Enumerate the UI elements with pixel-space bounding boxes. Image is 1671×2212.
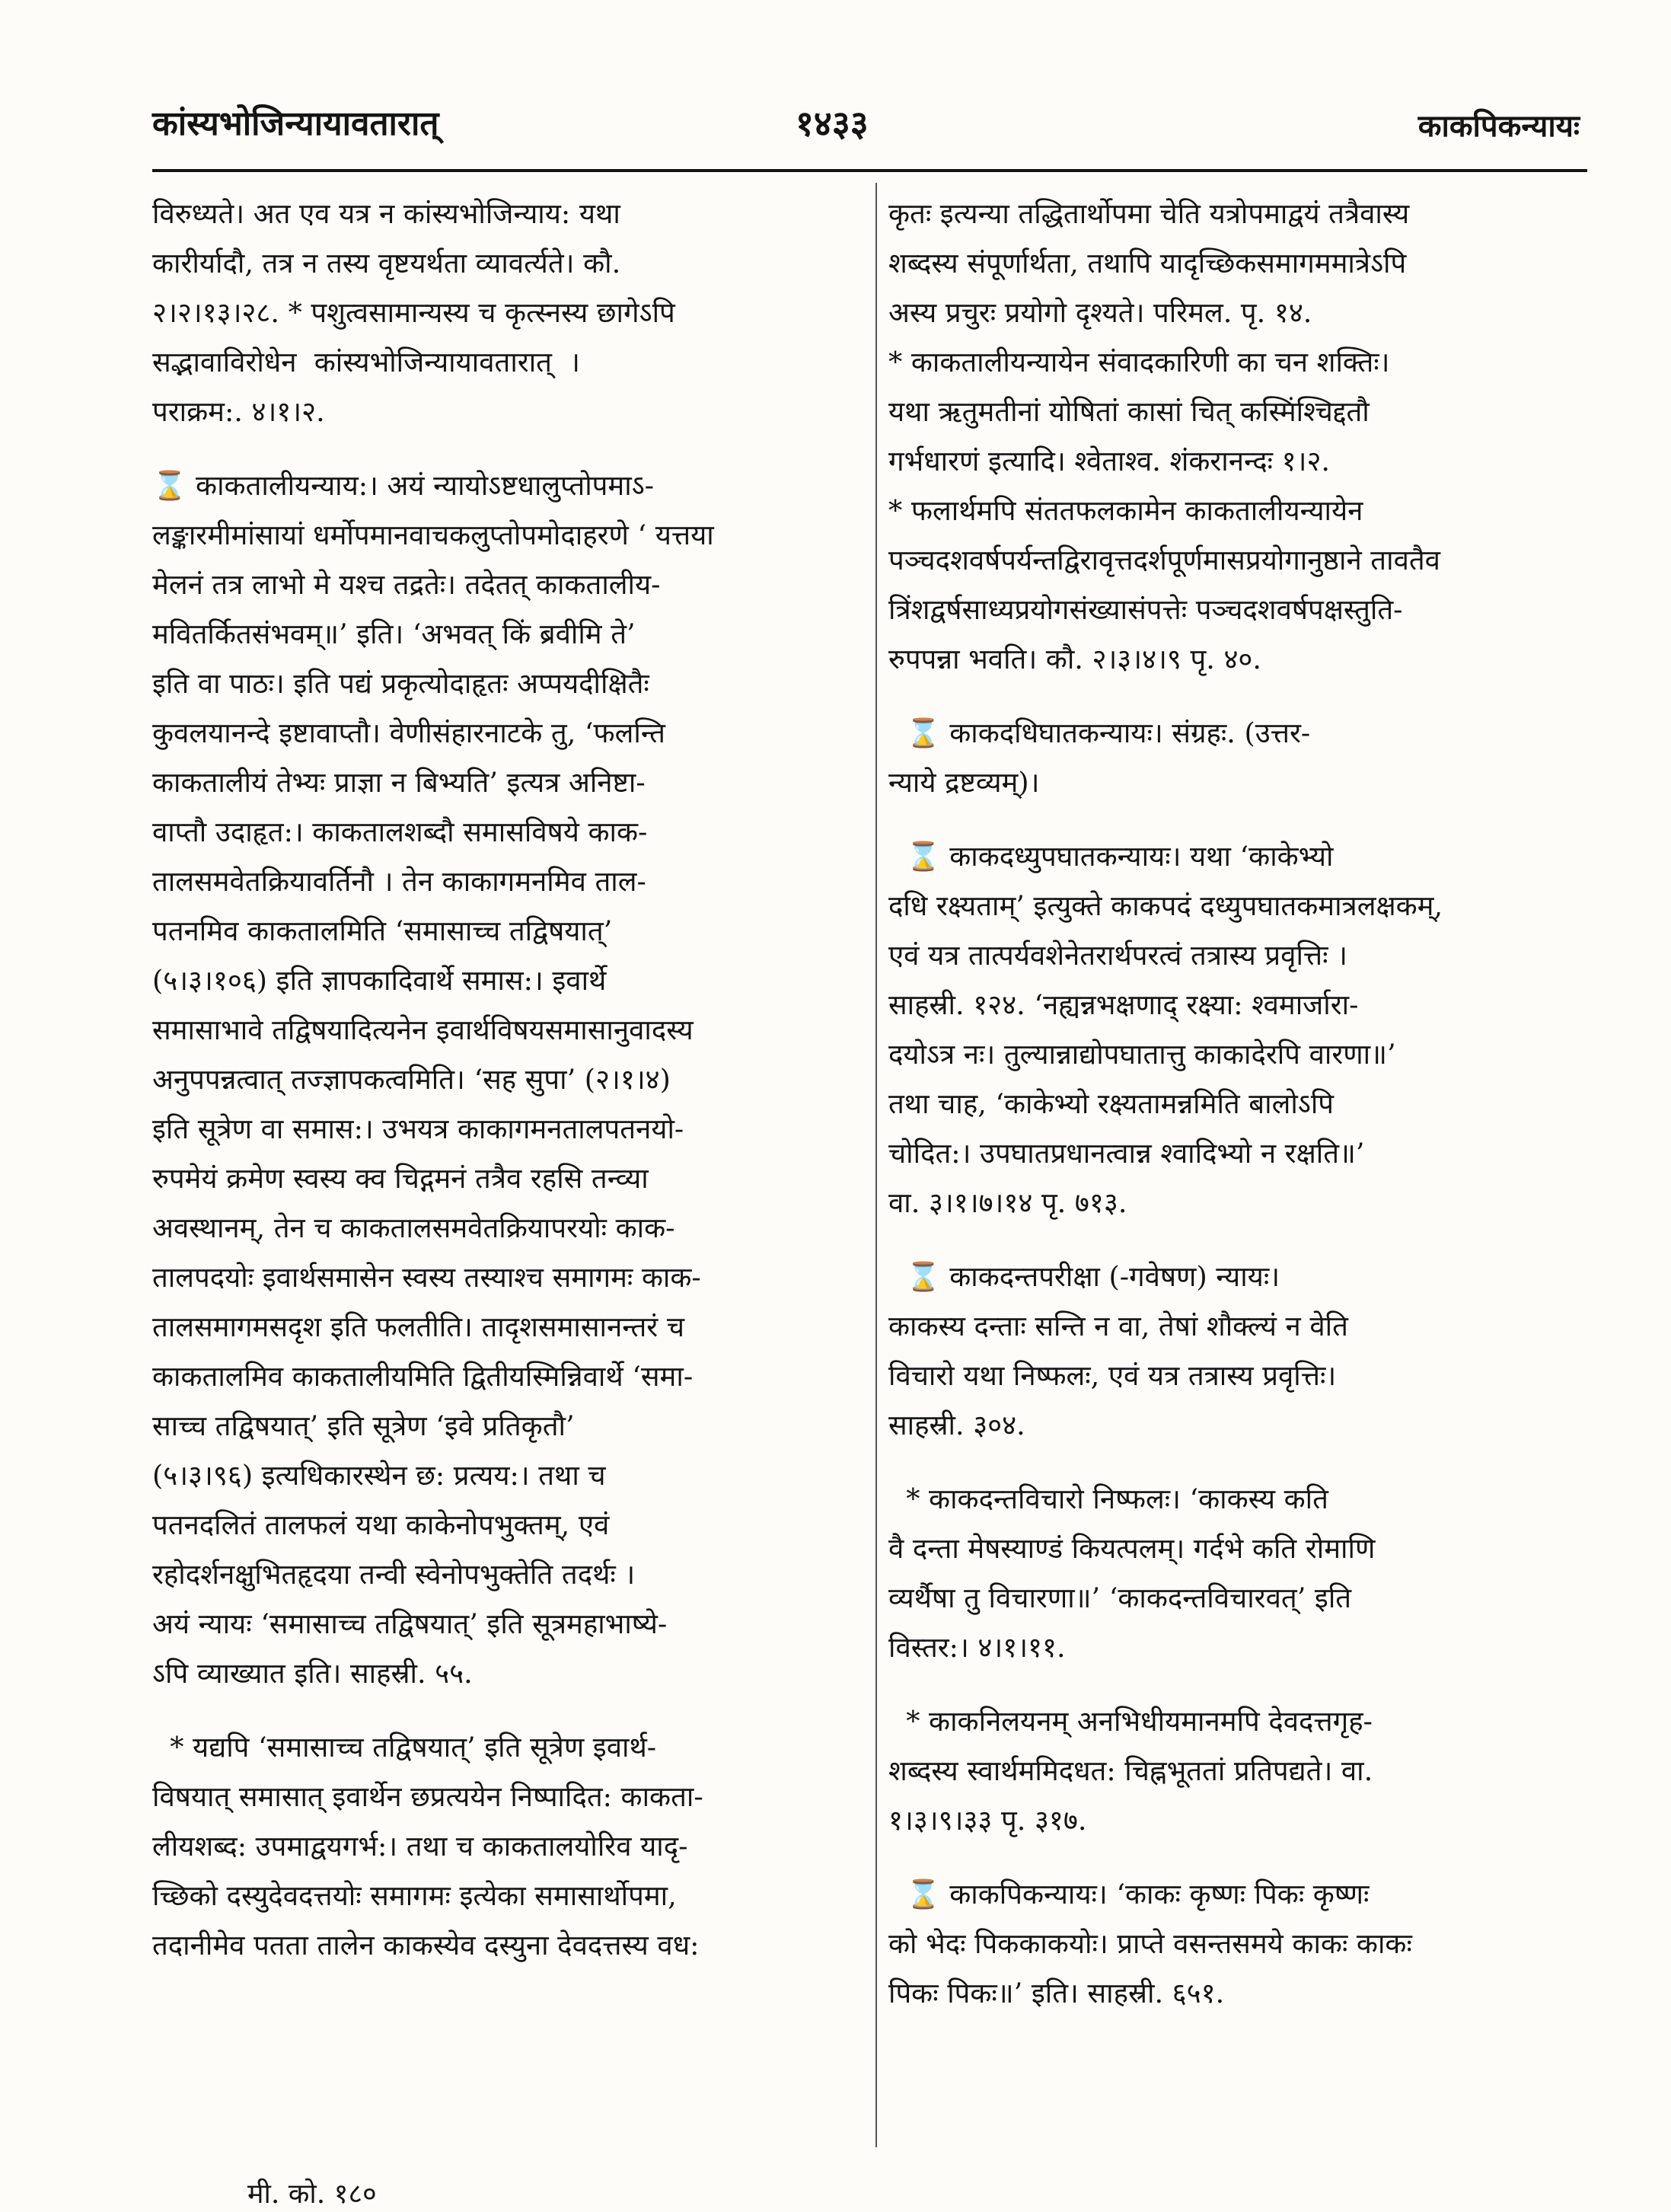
text-line: व्यर्थैषा तु विचारणा॥’ ‘काकदन्तविचारवत्’ इति — [888, 1582, 1352, 1614]
paragraph-gap — [888, 1672, 1581, 1697]
text-line: अनुपपन्नत्वात् तज्ज्ञापकत्वमिति। ‘सह सुपा’ (२।१।४) — [152, 1063, 671, 1096]
text-line: पञ्चदशवर्षपर्यन्तद्विरावृत्तदर्शपूर्णमासप्रयोगानुष्ठाने तावतैव — [888, 544, 1440, 576]
text-line: (५।३।१०६) इति ज्ञापकादिवार्थे समास:। इवार्थे — [152, 964, 607, 997]
text-line: यथा ऋतुमतीनां योषितां कासां चित् कस्मिंश्चिद्दतौ — [888, 395, 1370, 428]
text-line: चोदित:। उपघातप्रधानत्वान्न श्वादिभ्यो न रक्षति॥’ — [888, 1137, 1365, 1170]
text-line: रुपपन्ना भवति। कौ. २।३।४।९ पृ. ४०. — [888, 643, 1262, 675]
text-line: दयोऽत्र नः। तुल्यान्नाद्योपघातात्तु काकादेरपि वारणा॥’ — [888, 1038, 1396, 1071]
text-line: अयं न्यायः ‘समासाच्च तद्विषयात्’ इति सूत्रमहाभाष्ये- — [152, 1607, 668, 1640]
text-line: पराक्रम:. ४।१।२. — [152, 395, 325, 428]
text-line: वै दन्ता मेषस्याण्डं कियत्पलम्। गर्दभे कति रोमाणि — [888, 1532, 1376, 1565]
text-line: लङ्कारमीमांसायां धर्मोपमानवाचकलुप्तोपमोदाहरणे ‘ यत्तया — [152, 519, 714, 551]
running-header — [152, 99, 1580, 168]
text-line: इति सूत्रेण वा समास:। उभयत्र काकागमनतालपतनयो- — [152, 1112, 684, 1145]
paragraph-gap — [888, 1227, 1581, 1252]
page-number: १४३३ — [796, 103, 869, 144]
paragraph-gap — [888, 684, 1581, 708]
text-line: मेलनं तत्र लाभो मे यश्च तद्रतेः। तदेतत् काकतालीय- — [152, 568, 661, 601]
text-line: ⌛ काकपिकन्यायः। ‘काकः कृष्णः पिकः कृष्णः — [888, 1878, 1370, 1910]
text-line: तालसमागमसदृश इति फलतीति। तादृशसमासानन्तरं च — [152, 1310, 684, 1343]
text-line: अस्य प्रचुरः प्रयोगो दृश्यते। परिमल. पृ. १४. — [888, 296, 1312, 329]
text-line: * काकदन्तविचारो निष्फलः। ‘काकस्य कति — [888, 1483, 1328, 1515]
right-column — [888, 189, 1581, 2018]
header-left-word: कांस्यभोजिन्यायावतारात् — [152, 104, 439, 143]
text-line: को भेदः पिककाकयोः। प्राप्ते वसन्तसमये काकः काकः — [888, 1927, 1412, 1960]
text-line: कारीर्यादौ, तत्र न तस्य वृष्टयर्थता व्यावर्त्यते। कौ. — [152, 247, 621, 279]
text-line: ⌛ काकदध्युपघातकन्यायः। यथा ‘काकेभ्यो — [888, 840, 1334, 873]
text-line: च्छिको दस्युदेवदत्तयोः समागमः इत्येका समासार्थोपमा, — [152, 1879, 677, 1912]
text-line: समासाभावे तद्विषयादित्यनेन इवार्थविषयसमासानुवादस्य — [152, 1013, 694, 1046]
text-line: विरुध्यते। अत एव यत्र न कांस्यभोजिन्याय: यथा — [152, 197, 620, 230]
text-line: * काकतालीयन्यायेन संवादकारिणी का चन शक्तिः। — [888, 346, 1390, 378]
paragraph-gap — [888, 1845, 1581, 1869]
text-line: १।३।९।३३ पृ. ३१७. — [888, 1804, 1087, 1837]
text-line: कृतः इत्यन्या तद्धितार्थोपमा चेति यत्रोपमाद्वयं तत्रैवास्य — [888, 197, 1410, 230]
text-line: इति वा पाठः। इति पद्यं प्रकृत्योदाहृतः अप्पयदीक्षितैः — [152, 667, 649, 700]
text-line: कुवलयानन्दे इष्टावाप्तौ। वेणीसंहारनाटके तु, ‘फलन्ति — [152, 717, 665, 749]
header-rule — [152, 169, 1587, 172]
text-line: तथा चाह, ‘काकेभ्यो रक्ष्यतामन्नमिति बालोऽपि — [888, 1087, 1335, 1120]
header-right-word: काकपिकन्यायः — [1417, 108, 1580, 144]
text-line: तदानीमेव पतता तालेन काकस्येव दस्युना देवदत्तस्य वध: — [152, 1929, 700, 1961]
text-line: दधि रक्ष्यताम्’ इत्युक्ते काकपदं दध्युपघातकमात्रलक्षकम्, — [888, 889, 1443, 922]
text-line: शब्दस्य संपूर्णार्थता, तथापि यादृच्छिकसमागममात्रेऽपि — [888, 247, 1407, 279]
text-line: मवितर्कितसंभवम्॥’ इति। ‘अभवत् किं ब्रवीमि ते’ — [152, 618, 636, 650]
text-line: * यद्यपि ‘समासाच्च तद्विषयात्’ इति सूत्रेण इवार्थ- — [152, 1731, 657, 1764]
text-line: ⌛ काकदधिघातकन्यायः। संग्रहः. (उत्तर- — [888, 717, 1311, 749]
text-line: विषयात् समासात् इवार्थेन छप्रत्ययेन निष्पादित: काकता- — [152, 1780, 703, 1813]
paragraph-gap — [152, 436, 841, 461]
text-line: पतनदलितं तालफलं यथा काकेनोपभुक्तम्, एवं — [152, 1508, 610, 1541]
text-line: सद्भावाविरोधेन कांस्यभोजिन्यायावतारात् । — [152, 346, 581, 378]
text-line: वा. ३।१।७।१४ पृ. ७१३. — [888, 1186, 1127, 1219]
text-line: वाप्तौ उदाहृत:। काकतालशब्दौ समासविषये काक- — [152, 816, 648, 848]
text-line: काकतालमिव काकतालीयमिति द्वितीयस्मिन्निवार्थे ‘समा- — [152, 1360, 694, 1393]
left-column — [152, 189, 841, 1970]
text-line: न्याये द्रष्टव्यम्)। — [888, 766, 1040, 799]
text-line: अवस्थानम्, तेन च काकतालसमवेतक्रियापरयोः काक- — [152, 1211, 675, 1244]
column-divider — [875, 183, 877, 2147]
text-line: एवं यत्र तात्पर्यवशेनेतरार्थपरत्वं तत्रास्य प्रवृत्तिः । — [888, 939, 1347, 972]
text-line: पतनमिव काकतालमिति ‘समासाच्च तद्विषयात्’ — [152, 914, 613, 947]
paragraph-gap — [888, 807, 1581, 831]
text-line: रुपमेयं क्रमेण स्वस्य क्व चिद्गमनं तत्रैव रहसि तन्व्या — [152, 1162, 649, 1195]
text-line: साच्च तद्विषयात्’ इति सूत्रेण ‘इवे प्रतिकृतौ’ — [152, 1409, 575, 1442]
text-line: ⌛ काकदन्तपरीक्षा (-गवेषण) न्यायः। — [888, 1260, 1280, 1293]
text-line: ⌛ काकतालीयन्याय:। अयं न्यायोऽष्टधालुप्तोपमाऽ- — [152, 469, 655, 502]
text-line: पिकः पिकः॥’ इति। साहस्री. ६५१. — [888, 1977, 1225, 2009]
text-line: (५।३।९६) इत्यधिकारस्थेन छ: प्रत्यय:। तथा च — [152, 1459, 606, 1492]
text-line: लीयशब्द: उपमाद्वयगर्भ:। तथा च काकतालयोरिव यादृ- — [152, 1830, 688, 1862]
text-line: रहोदर्शनक्षुभितहृदया तन्वी स्वेनोपभुक्तेति तदर्थः । — [152, 1558, 636, 1591]
text-line: काकतालीयं तेभ्यः प्राज्ञा न बिभ्यति’ इत्यत्र अनिष्टा- — [152, 766, 646, 799]
text-line: ऽपि व्याख्यात इति। साहस्री. ५५. — [152, 1657, 473, 1690]
text-line: काकस्य दन्ताः सन्ति न वा, तेषां शौक्ल्यं न वेति — [888, 1310, 1348, 1342]
text-line: शब्दस्य स्वार्थममिदधत: चिह्नभूततां प्रतिपद्यते। वा. — [888, 1754, 1373, 1787]
text-line: तालसमवेतक्रियावर्तिनौ । तेन काकागमनमिव ताल- — [152, 865, 646, 898]
text-line: विचारो यथा निष्फलः, एवं यत्र तत्रास्य प्रवृत्तिः। — [888, 1359, 1337, 1392]
paragraph-gap — [888, 1450, 1581, 1474]
text-line: गर्भधारणं इत्यादि। श्वेताश्व. शंकरानन्दः १।२. — [888, 445, 1331, 477]
text-line: विस्तर:। ४।१।११. — [888, 1631, 1066, 1664]
text-line: त्रिंशद्वर्षसाध्यप्रयोगसंख्यासंपत्तेः पञ्चदशवर्षपक्षस्तुति- — [888, 593, 1403, 626]
text-line: साहस्री. १२४. ‘नह्यन्नभक्षणाद् रक्ष्या: श्वमार्जारा- — [888, 988, 1359, 1021]
text-line: * फलार्थमपि संततफलकामेन काकतालीयन्यायेन — [888, 494, 1363, 527]
text-line: तालपदयोः इवार्थसमासेन स्वस्य तस्याश्च समागमः काक- — [152, 1261, 701, 1294]
text-line: * काकनिलयनम् अनभिधीयमानमपि देवदत्तगृह- — [888, 1705, 1373, 1738]
page-footer: मी. को. १८० — [247, 2178, 377, 2210]
text-line: २।२।१३।२८. * पशुत्वसामान्यस्य च कृत्स्नस्य छागेऽपि — [152, 296, 675, 329]
text-line: साहस्री. ३०४. — [888, 1409, 1025, 1441]
paragraph-gap — [152, 1698, 841, 1722]
